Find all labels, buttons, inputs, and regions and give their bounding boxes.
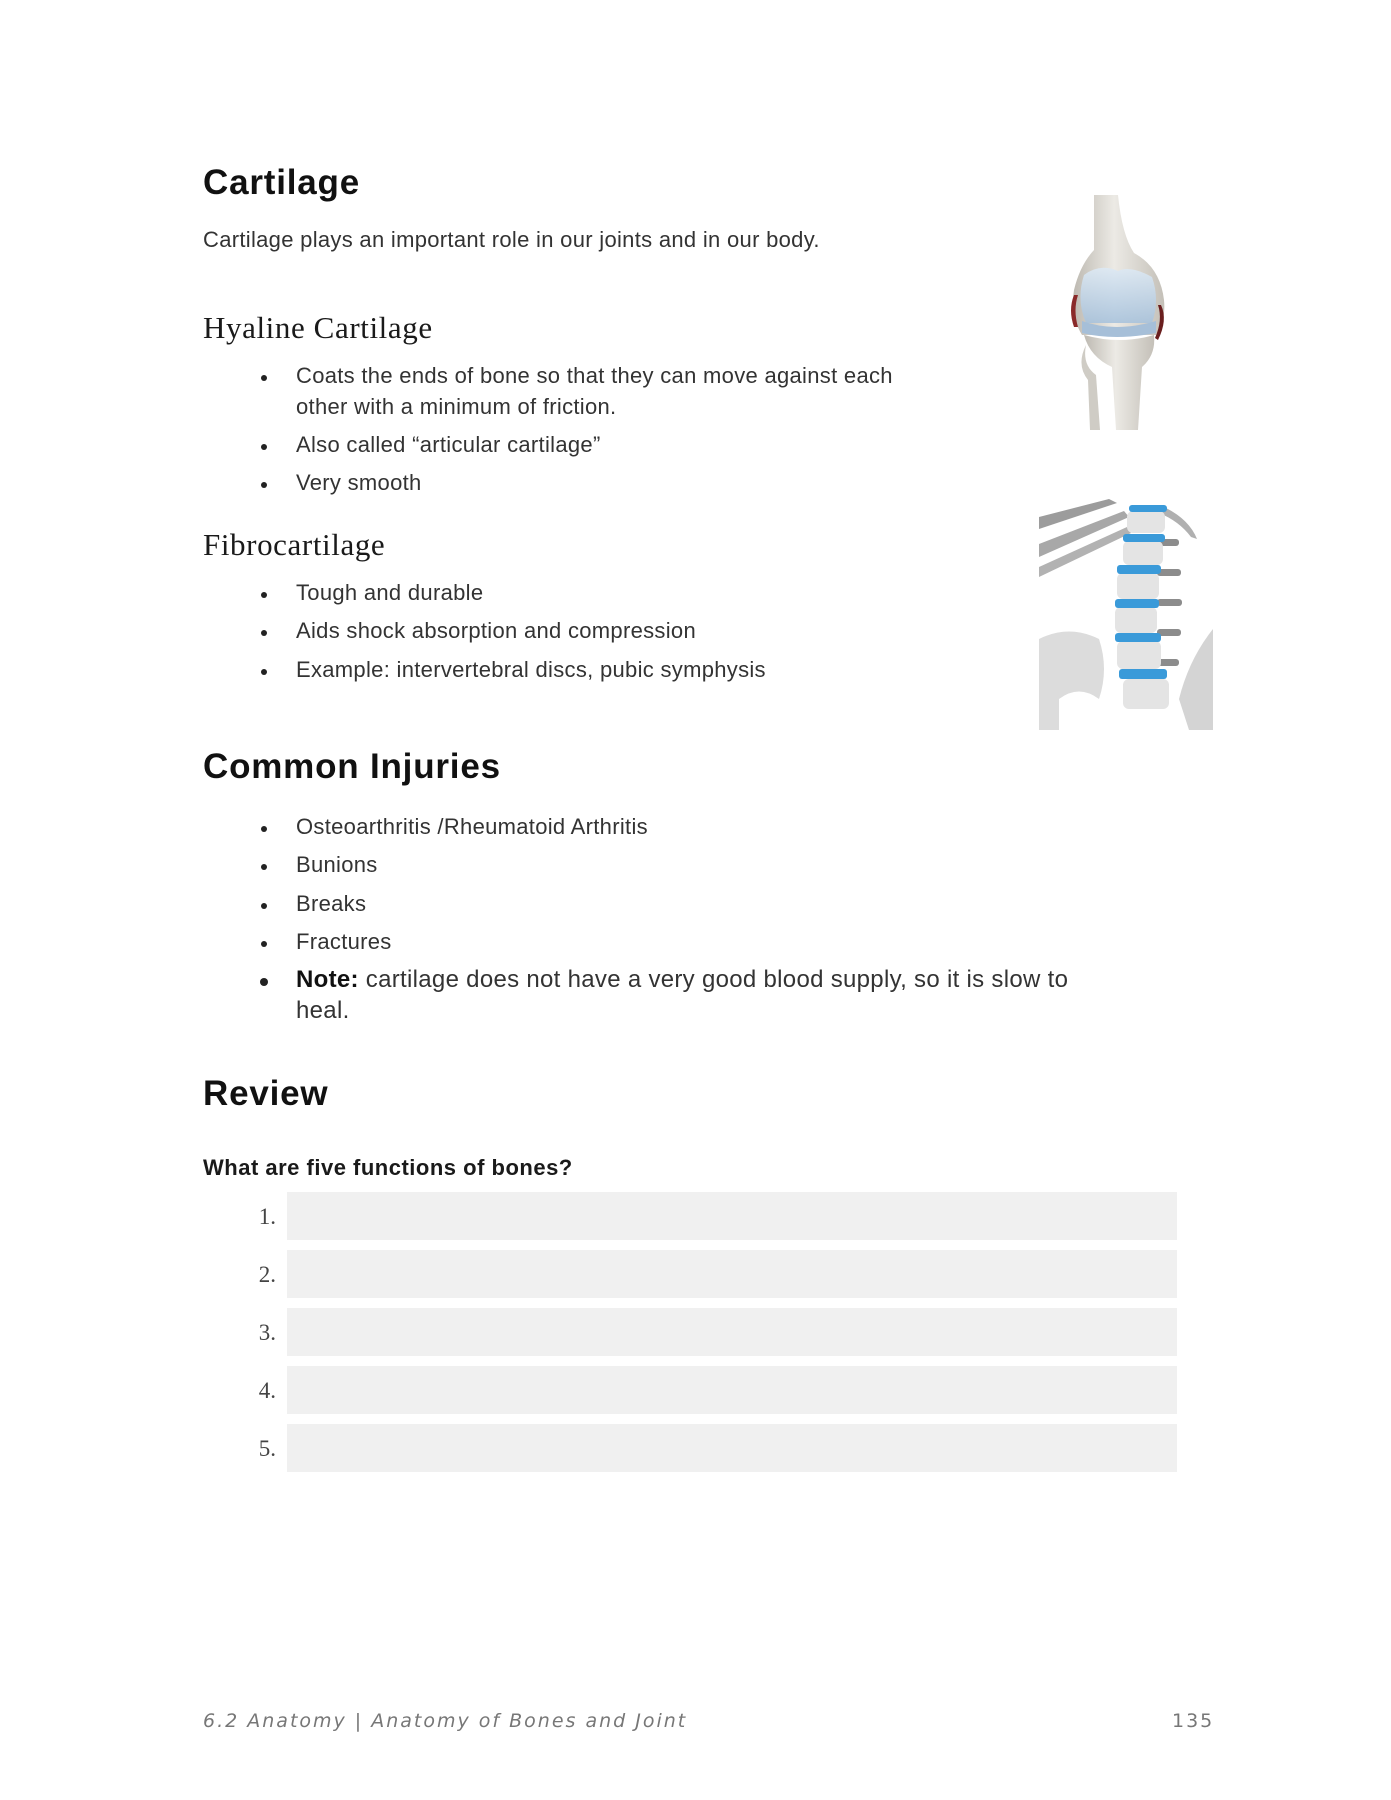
answer-number: 1. (258, 1204, 276, 1229)
bullet-icon (261, 444, 267, 450)
bullet-icon (261, 669, 267, 675)
list-item: Tough and durable (296, 580, 484, 605)
knee-joint-illustration (1060, 195, 1180, 430)
list-item: Also called “articular cartilage” (296, 432, 601, 457)
answer-field-4[interactable] (287, 1366, 1177, 1414)
section-title-review: Review (203, 1074, 329, 1113)
note-continuation: heal. (296, 997, 350, 1024)
answer-field-2[interactable] (287, 1250, 1177, 1298)
note-label: Note: (296, 966, 359, 993)
bullet-icon (261, 826, 267, 832)
bullet-icon (261, 375, 267, 381)
answer-field-5[interactable] (287, 1424, 1177, 1472)
list-item: Fractures (296, 929, 392, 954)
lumbar-spine-illustration (1039, 499, 1213, 730)
note-item (296, 964, 1068, 995)
list-item: Coats the ends of bone so that they can move against each (296, 363, 893, 388)
bullet-icon (261, 864, 267, 870)
answer-number: 2. (258, 1262, 276, 1287)
note-text: cartilage does not have a very good blood supply, so it is slow to (358, 966, 1069, 993)
footer-section-label: 6.2 Anatomy | Anatomy of Bones and Joint (203, 1710, 688, 1732)
section-title-common-injuries: Common Injuries (203, 747, 501, 786)
bullet-icon (261, 630, 267, 636)
cartilage-intro: Cartilage plays an important role in our joints and in our body. (203, 227, 820, 252)
list-item: Breaks (296, 891, 367, 916)
answer-number: 4. (258, 1378, 276, 1403)
list-item: Aids shock absorption and compression (296, 618, 696, 643)
answer-number: 3. (258, 1320, 276, 1345)
answer-field-3[interactable] (287, 1308, 1177, 1356)
bullet-icon (261, 903, 267, 909)
bullet-icon (261, 482, 267, 488)
answer-number: 5. (258, 1436, 276, 1461)
list-item: Example: intervertebral discs, pubic symphysis (296, 657, 766, 682)
bullet-icon (261, 592, 267, 598)
list-item: Bunions (296, 852, 378, 877)
bullet-icon (260, 978, 268, 986)
list-item-continuation: other with a minimum of friction. (296, 394, 617, 419)
section-title-cartilage: Cartilage (203, 163, 360, 202)
subsection-title-fibrocartilage: Fibrocartilage (203, 527, 386, 562)
answer-field-1[interactable] (287, 1192, 1177, 1240)
bullet-icon (261, 941, 267, 947)
page-number: 135 (1172, 1710, 1215, 1732)
review-question: What are five functions of bones? (203, 1155, 573, 1180)
list-item: Osteoarthritis /Rheumatoid Arthritis (296, 814, 648, 839)
list-item: Very smooth (296, 470, 422, 495)
subsection-title-hyaline: Hyaline Cartilage (203, 310, 433, 345)
